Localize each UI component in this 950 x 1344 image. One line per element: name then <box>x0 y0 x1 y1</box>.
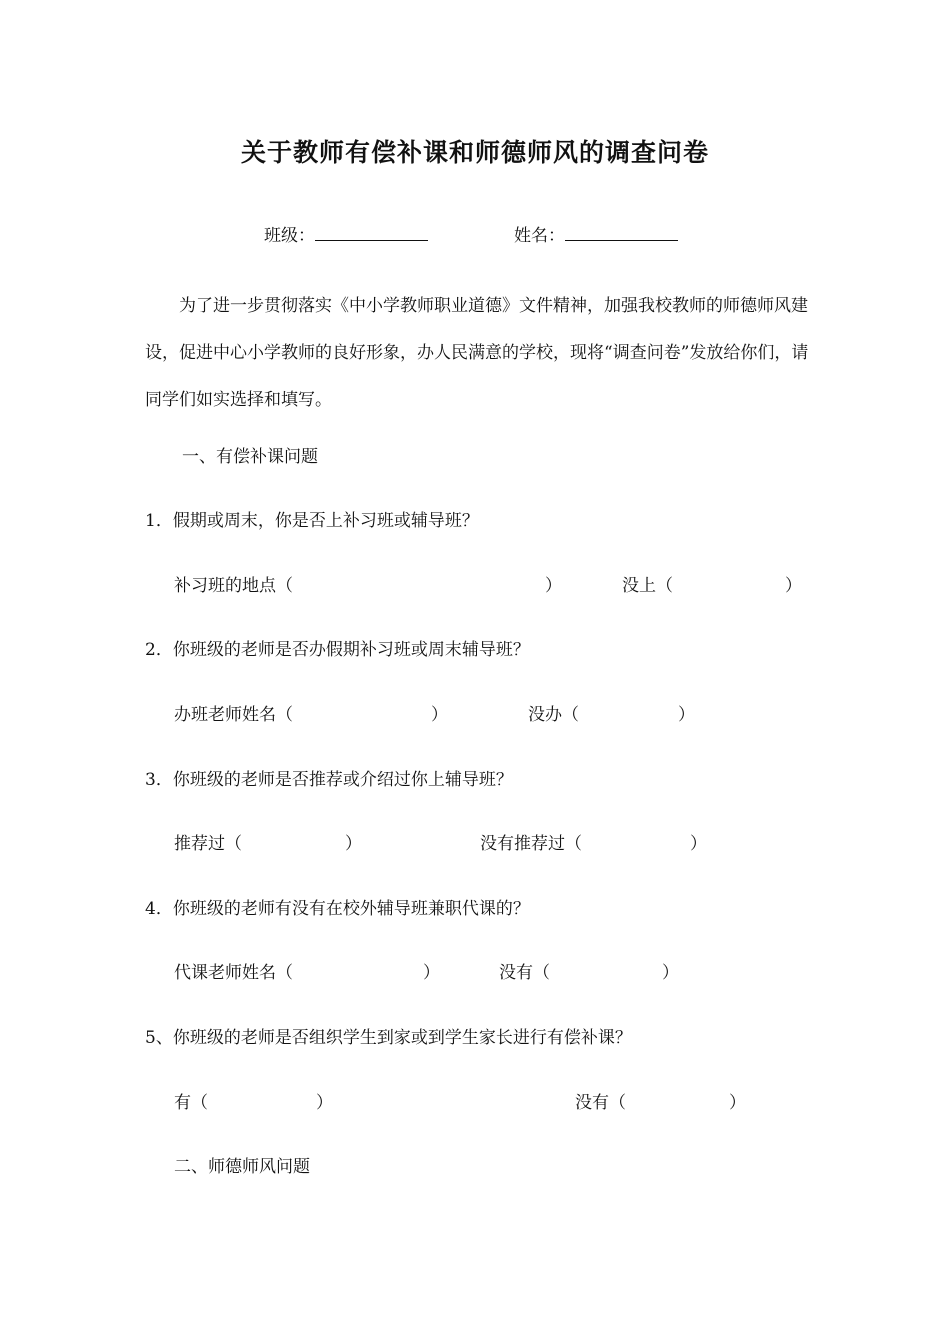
question-4: 4．你班级的老师有没有在校外辅导班兼职代课的？ <box>145 899 530 919</box>
question-3: 3．你班级的老师是否推荐或介绍过你上辅导班？ <box>145 770 513 790</box>
class-field <box>264 222 428 248</box>
class-label: 班级： <box>264 226 315 246</box>
q5-option-no-close: ） <box>729 1093 746 1113</box>
q4-option-teacher-name[interactable]: 代课老师姓名（ <box>174 963 293 983</box>
q3-option-not-recommended[interactable]: 没有推荐过（ <box>480 834 582 854</box>
q4-option-none[interactable]: 没有（ <box>499 963 550 983</box>
intro-paragraph: 为了进一步贯彻落实《中小学教师职业道德》文件精神，加强我校教师的师德师风建设，促进中心小学教师的良好形象，办人民满意的学校，现将“调查问卷”发放给你们，请同学们如实选择和填写。 <box>145 296 809 410</box>
q1-option-none[interactable]: 没上（ <box>622 576 673 596</box>
q3-option-not-recommended-close: ） <box>690 834 707 854</box>
name-field <box>514 222 678 248</box>
page-title: 关于教师有偿补课和师德师风的调查问卷 <box>240 138 709 167</box>
q2-option-none-close: ） <box>678 705 695 725</box>
q5-option-yes-close: ） <box>316 1093 333 1113</box>
q4-option-teacher-name-close: ） <box>423 963 440 983</box>
q2-option-none[interactable]: 没办（ <box>528 705 579 725</box>
name-label: 姓名： <box>514 226 565 246</box>
q2-option-teacher-name[interactable]: 办班老师姓名（ <box>174 705 293 725</box>
class-blank[interactable] <box>315 222 428 241</box>
name-blank[interactable] <box>565 222 678 241</box>
q4-option-none-close: ） <box>662 963 679 983</box>
question-1: 1．假期或周末，你是否上补习班或辅导班？ <box>145 511 479 531</box>
question-5: 5、你班级的老师是否组织学生到家或到学生家长进行有偿补课？ <box>145 1028 632 1048</box>
section-heading-teacher-ethics: 二、师德师风问题 <box>174 1157 310 1177</box>
q1-option-location[interactable]: 补习班的地点（ <box>174 576 293 596</box>
q5-option-yes[interactable]: 有（ <box>174 1093 208 1113</box>
q2-option-teacher-name-close: ） <box>431 705 448 725</box>
q1-option-location-close: ） <box>545 576 562 596</box>
section-heading-paid-tutoring: 一、有偿补课问题 <box>182 447 318 467</box>
q3-option-recommended[interactable]: 推荐过（ <box>174 834 242 854</box>
q5-option-no[interactable]: 没有（ <box>575 1093 626 1113</box>
q1-option-none-close: ） <box>785 576 802 596</box>
question-2: 2．你班级的老师是否办假期补习班或周末辅导班？ <box>145 640 530 660</box>
q3-option-recommended-close: ） <box>345 834 362 854</box>
